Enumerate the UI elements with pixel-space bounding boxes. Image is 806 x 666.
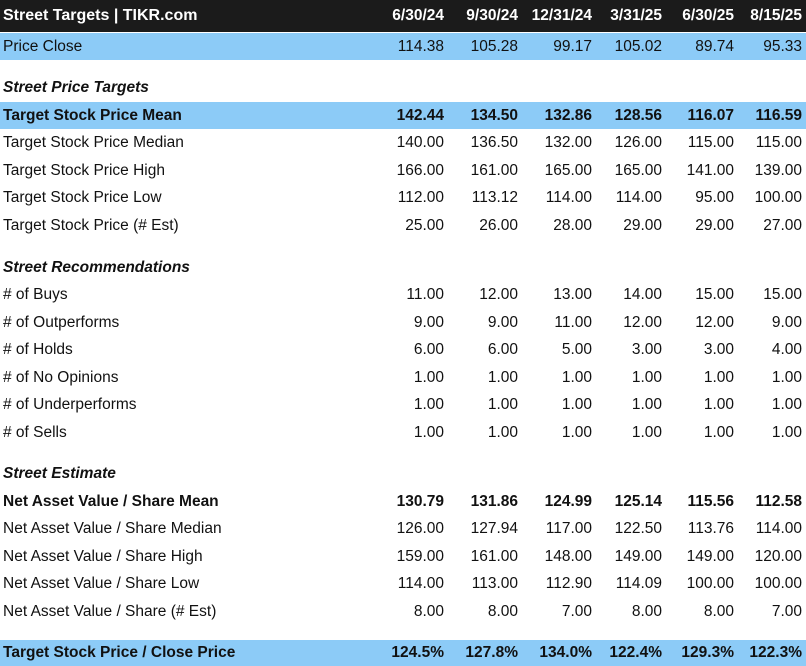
row-value: 161.00 <box>470 547 518 565</box>
row-value: 148.00 <box>544 547 592 565</box>
target-price-mean-row <box>0 102 806 129</box>
row-value: 11.00 <box>554 313 592 331</box>
table-row <box>0 212 806 239</box>
row-value: 1.00 <box>413 423 444 441</box>
row-value: 105.02 <box>614 37 662 55</box>
row-value: 1.00 <box>487 423 518 441</box>
row-value: 1.00 <box>771 368 802 386</box>
row-value: 100.00 <box>754 574 802 592</box>
row-value: 142.44 <box>396 106 444 124</box>
column-header: 6/30/25 <box>682 7 734 24</box>
row-value: 1.00 <box>703 395 734 413</box>
row-value: 1.00 <box>703 423 734 441</box>
row-value: 1.00 <box>487 395 518 413</box>
row-value: 149.00 <box>686 547 734 565</box>
row-label: # of Holds <box>3 340 73 358</box>
row-value: 14.00 <box>623 285 662 303</box>
row-value: 29.00 <box>623 216 662 234</box>
table-row <box>0 157 806 184</box>
row-label: Net Asset Value / Share Mean <box>3 492 219 510</box>
row-value: 15.00 <box>695 285 734 303</box>
table-row <box>0 543 806 570</box>
row-value: 1.00 <box>561 395 592 413</box>
row-value: 131.86 <box>470 492 518 510</box>
row-value: 1.00 <box>561 368 592 386</box>
row-value: 8.00 <box>487 602 518 620</box>
row-value: 124.99 <box>544 492 592 510</box>
row-value: 140.00 <box>396 133 444 151</box>
row-value: 113.12 <box>471 188 518 206</box>
row-value: 5.00 <box>561 340 592 358</box>
row-value: 139.00 <box>754 161 802 179</box>
column-header: 9/30/24 <box>466 7 518 24</box>
row-value: 100.00 <box>686 574 734 592</box>
table-row <box>0 598 806 625</box>
row-value: 165.00 <box>614 161 662 179</box>
row-value: 9.00 <box>487 313 518 331</box>
row-value: 122.3% <box>749 644 802 661</box>
row-label: Target Stock Price Mean <box>3 106 182 124</box>
row-label: Target Stock Price High <box>3 161 165 179</box>
row-value: 113.76 <box>687 519 734 537</box>
row-value: 116.59 <box>755 106 802 124</box>
row-value: 127.8% <box>465 644 518 661</box>
row-value: 1.00 <box>413 368 444 386</box>
row-label: Target Stock Price (# Est) <box>3 216 179 234</box>
row-label: Price Close <box>3 37 83 55</box>
row-value: 100.00 <box>754 188 802 206</box>
row-value: 13.00 <box>553 285 592 303</box>
row-value: 116.07 <box>687 106 734 124</box>
row-value: 1.00 <box>631 395 662 413</box>
row-value: 114.00 <box>755 519 802 537</box>
row-value: 26.00 <box>479 216 518 234</box>
row-value: 113.00 <box>471 574 518 592</box>
column-header: 3/31/25 <box>610 7 662 24</box>
row-label: Net Asset Value / Share (# Est) <box>3 602 217 620</box>
row-value: 8.00 <box>631 602 662 620</box>
row-value: 95.33 <box>763 37 802 55</box>
target-close-ratio-row <box>0 640 806 666</box>
table-title: Street Targets | TIKR.com <box>3 7 198 24</box>
row-value: 165.00 <box>544 161 592 179</box>
table-row <box>0 184 806 211</box>
row-value: 124.5% <box>391 644 444 661</box>
section-heading-estimate <box>0 460 806 487</box>
row-value: 12.00 <box>479 285 518 303</box>
row-value: 115.56 <box>687 492 734 510</box>
section-title: Street Estimate <box>3 464 116 482</box>
row-value: 7.00 <box>771 602 802 620</box>
row-value: 114.09 <box>615 574 662 592</box>
row-label: # of Sells <box>3 423 67 441</box>
row-value: 15.00 <box>763 285 802 303</box>
row-label: Target Stock Price Low <box>3 188 162 206</box>
row-value: 115.00 <box>687 133 734 151</box>
table-row <box>0 570 806 597</box>
row-value: 136.50 <box>470 133 518 151</box>
row-value: 7.00 <box>561 602 592 620</box>
column-header: 6/30/24 <box>392 7 444 24</box>
row-value: 4.00 <box>771 340 802 358</box>
column-header: 12/31/24 <box>531 7 592 24</box>
row-value: 128.56 <box>614 106 662 124</box>
row-value: 149.00 <box>614 547 662 565</box>
row-value: 12.00 <box>623 313 662 331</box>
table-row <box>0 281 806 308</box>
row-value: 112.90 <box>545 574 592 592</box>
row-value: 132.86 <box>544 106 592 124</box>
row-value: 126.00 <box>396 519 444 537</box>
row-value: 25.00 <box>405 216 444 234</box>
row-value: 3.00 <box>703 340 734 358</box>
row-value: 8.00 <box>413 602 444 620</box>
row-value: 99.17 <box>553 37 592 55</box>
row-value: 141.00 <box>686 161 734 179</box>
row-label: Net Asset Value / Share Median <box>3 519 222 537</box>
row-value: 105.28 <box>470 37 518 55</box>
row-value: 129.3% <box>681 644 734 661</box>
row-value: 117.00 <box>545 519 592 537</box>
row-value: 114.38 <box>397 37 444 55</box>
row-value: 120.00 <box>754 547 802 565</box>
row-value: 166.00 <box>396 161 444 179</box>
row-value: 122.50 <box>614 519 662 537</box>
section-title: Street Price Targets <box>3 78 149 96</box>
row-value: 3.00 <box>631 340 662 358</box>
row-value: 114.00 <box>615 188 662 206</box>
row-label: Target Stock Price / Close Price <box>3 644 236 661</box>
row-value: 125.14 <box>614 492 662 510</box>
row-value: 27.00 <box>763 216 802 234</box>
row-value: 1.00 <box>413 395 444 413</box>
row-value: 126.00 <box>614 133 662 151</box>
row-value: 9.00 <box>771 313 802 331</box>
row-value: 112.58 <box>755 492 802 510</box>
row-value: 89.74 <box>695 37 734 55</box>
table-row <box>0 515 806 542</box>
row-value: 11.00 <box>406 285 444 303</box>
table-row <box>0 391 806 418</box>
row-value: 1.00 <box>631 368 662 386</box>
row-value: 114.00 <box>397 574 444 592</box>
price-close-row <box>0 33 806 60</box>
row-label: # of Outperforms <box>3 313 120 331</box>
nav-mean-row <box>0 488 806 515</box>
row-value: 6.00 <box>487 340 518 358</box>
row-value: 28.00 <box>553 216 592 234</box>
row-label: # of Underperforms <box>3 395 137 413</box>
row-value: 1.00 <box>561 423 592 441</box>
row-value: 134.0% <box>539 644 592 661</box>
row-value: 132.00 <box>544 133 592 151</box>
table-row <box>0 364 806 391</box>
row-value: 9.00 <box>413 313 444 331</box>
row-value: 6.00 <box>413 340 444 358</box>
row-value: 130.79 <box>396 492 444 510</box>
row-value: 161.00 <box>470 161 518 179</box>
row-value: 1.00 <box>487 368 518 386</box>
row-label: # of No Opinions <box>3 368 119 386</box>
row-value: 95.00 <box>695 188 734 206</box>
row-value: 29.00 <box>695 216 734 234</box>
row-value: 12.00 <box>695 313 734 331</box>
row-value: 114.00 <box>545 188 592 206</box>
section-heading-recommendations <box>0 254 806 281</box>
table-row <box>0 336 806 363</box>
table-row <box>0 129 806 156</box>
row-value: 112.00 <box>397 188 444 206</box>
row-label: # of Buys <box>3 285 68 303</box>
row-value: 127.94 <box>470 519 518 537</box>
table-header <box>0 0 806 32</box>
row-value: 122.4% <box>609 644 662 661</box>
row-value: 1.00 <box>771 395 802 413</box>
table-row <box>0 309 806 336</box>
row-value: 159.00 <box>396 547 444 565</box>
row-value: 115.00 <box>755 133 802 151</box>
row-value: 1.00 <box>771 423 802 441</box>
table-row <box>0 419 806 446</box>
row-value: 134.50 <box>470 106 518 124</box>
column-header: 8/15/25 <box>750 7 802 24</box>
row-value: 1.00 <box>703 368 734 386</box>
section-title: Street Recommendations <box>3 258 190 276</box>
row-value: 1.00 <box>631 423 662 441</box>
row-label: Net Asset Value / Share Low <box>3 574 200 592</box>
section-heading-price-targets <box>0 74 806 101</box>
row-value: 8.00 <box>703 602 734 620</box>
row-label: Target Stock Price Median <box>3 133 184 151</box>
row-label: Net Asset Value / Share High <box>3 547 203 565</box>
